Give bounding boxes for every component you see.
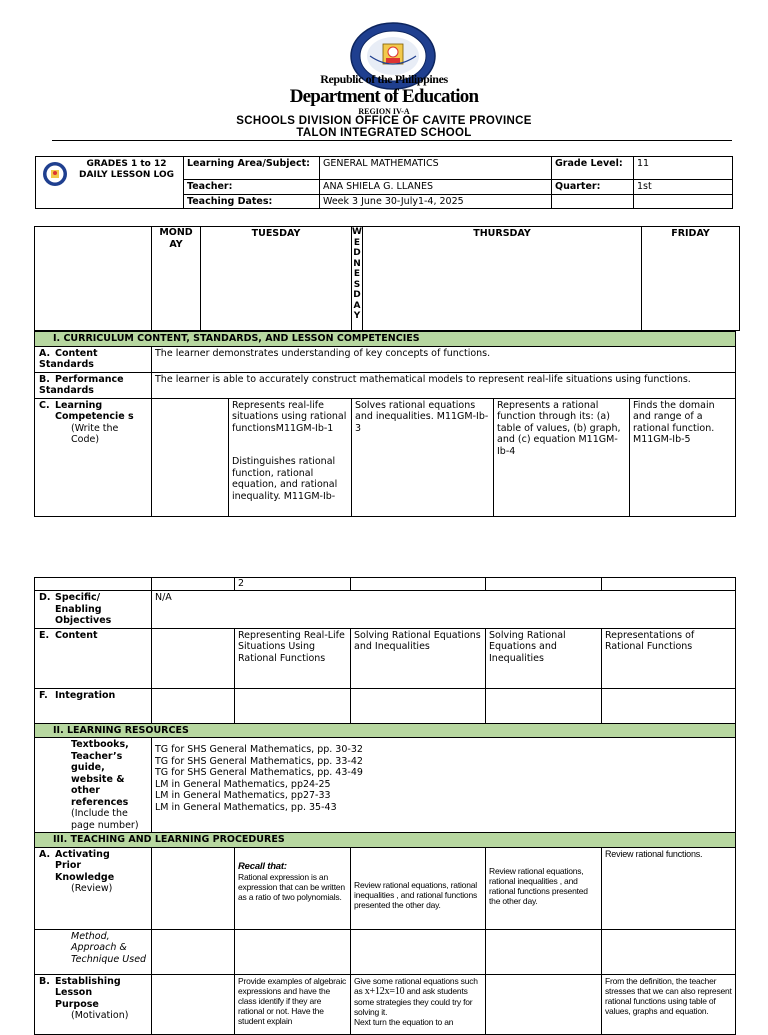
empty-cell [602,578,736,591]
activating-friday: Review rational functions. [602,847,736,929]
empty-cell [152,398,229,516]
learning-area-value: GENERAL MATHEMATICS [320,157,552,180]
division-title: SCHOOLS DIVISION OFFICE OF CAVITE PROVINCE [236,115,532,127]
day-monday: MOND AY [152,227,201,331]
teacher-label: Teacher: [184,180,320,195]
empty-cell [486,688,602,723]
resources-label: Textbooks, Teacher’s guide, website & other references (Include the page number) [35,738,152,833]
competency-tuesday: Represents real-life situations using rational functionsM11GM-Ib-1 Distinguishes rational function, rational equation, and rational inequality. M11GM-Ib- [229,398,352,516]
day-thursday: THURSDAY [363,227,642,331]
region-title: REGION IV-A [358,107,410,116]
method-label: Method, Approach & Technique Used [35,929,152,974]
empty-cell [602,688,736,723]
lesson-table-page2 [34,577,736,1035]
content-thursday: Solving Rational Equations and Inequalities [486,628,602,688]
section2-title: II. LEARNING RESOURCES [35,723,736,738]
empty-cell [351,578,486,591]
school-title: TALON INTEGRATED SCHOOL [296,127,472,139]
content-wednesday: Solving Rational Equations and Inequalities [351,628,486,688]
performance-standards-text: The learner is able to accurately construct mathematical models to represent real-life situations using functions. [152,372,736,398]
empty-cell [152,688,235,723]
page-number: 2 [235,578,351,591]
grade-level-value: 11 [634,157,733,180]
section1-title: I. CURRICULUM CONTENT, STANDARDS, AND LESSON COMPETENCIES [35,332,736,347]
day-friday: FRIDAY [642,227,740,331]
content-tuesday: Representing Real-Life Situations Using Rational Functions [235,628,351,688]
republic-title: Republic of the Philippines [320,72,448,86]
lesson-table-page1 [34,226,740,331]
teaching-dates-label: Teaching Dates: [184,194,320,209]
department-title: Department of Education [289,86,479,107]
teaching-dates-value: Week 3 June 30-July1-4, 2025 [320,194,552,209]
empty-cell [235,929,351,974]
empty-cell [35,227,152,331]
objectives-text: N/A [152,591,736,629]
section3-title: III. TEACHING AND LEARNING PROCEDURES [35,833,736,848]
learning-competencies-label: C. Learning Competencie s (Write the Code) [35,398,152,516]
empty-cell [152,929,235,974]
empty-cell [634,194,733,209]
log-title: GRADES 1 to 12 DAILY LESSON LOG [79,159,174,180]
activating-label: A. Activating Prior Knowledge (Review) [35,847,152,929]
competency-wednesday: Solves rational equations and inequalities. M11GM-Ib-3 [352,398,494,516]
empty-cell [351,688,486,723]
empty-cell [486,974,602,1034]
content-label: E. Content [35,628,152,688]
quarter-label: Quarter: [552,180,634,195]
deped-logo-icon [42,161,68,187]
empty-cell [486,578,602,591]
content-friday: Representations of Rational Functions [602,628,736,688]
header-divider [52,140,732,141]
activating-thursday: Review rational equations, rational inequalities , and rational functions presented the other day. [486,847,602,929]
info-table [35,156,733,209]
establishing-tuesday: Provide examples of algebraic expressions and have the class identify if they are rational or not. Have the student explain [235,974,351,1034]
integration-label: F. Integration [35,688,152,723]
empty-cell [152,847,235,929]
competency-thursday: Represents a rational function through its: (a) table of values, (b) graph, and (c) equation M11GM-Ib-4 [494,398,630,516]
quarter-value: 1st [634,180,733,195]
establishing-friday: From the definition, the teacher stresses that we can also represent rational functions using table of values, graphs and equation. [602,974,736,1034]
empty-cell [35,578,152,591]
empty-cell [235,688,351,723]
empty-cell [152,974,235,1034]
competency-friday: Finds the domain and range of a rational function. M11GM-Ib-5 [630,398,736,516]
day-tuesday: TUESDAY [201,227,352,331]
establishing-wednesday: Give some rational equations such as x+12x=10 and ask students some strategies they could try for solving it. Next turn the equation to an [351,974,486,1034]
empty-cell [486,929,602,974]
content-standards-label: A. Content Standards [35,346,152,372]
activating-tuesday: Recall that: Rational expression is an expression that can be written as a ratio of two polynomials. [235,847,351,929]
activating-wednesday: Review rational equations, rational inequalities , and rational functions presented the other day. [351,847,486,929]
log-title-cell [36,157,184,209]
content-standards-text: The learner demonstrates understanding of key concepts of functions. [152,346,736,372]
empty-cell [552,194,634,209]
lesson-table-page1-body [34,331,736,517]
teacher-value: ANA SHIELA G. LLANES [320,180,552,195]
empty-cell [602,929,736,974]
establishing-label: B. Establishing Lesson Purpose (Motivation) [35,974,152,1034]
empty-cell [152,628,235,688]
day-wednesday: W E D N E S D A Y [352,227,363,331]
resources-list: TG for SHS General Mathematics, pp. 30-32 TG for SHS General Mathematics, pp. 33-42 TG for SHS General Mathematics, pp. 43-49 LM in General Mathematics, pp24-25 LM in General Mathematics, pp27-33 LM in General Mathematics, pp. 35-43 [152,738,736,833]
empty-cell [351,929,486,974]
learning-area-label: Learning Area/Subject: [184,157,320,180]
grade-level-label: Grade Level: [552,157,634,180]
performance-standards-label: B. Performance Standards [35,372,152,398]
empty-cell [152,578,235,591]
objectives-label: D. Specific/ Enabling Objectives [35,591,152,629]
